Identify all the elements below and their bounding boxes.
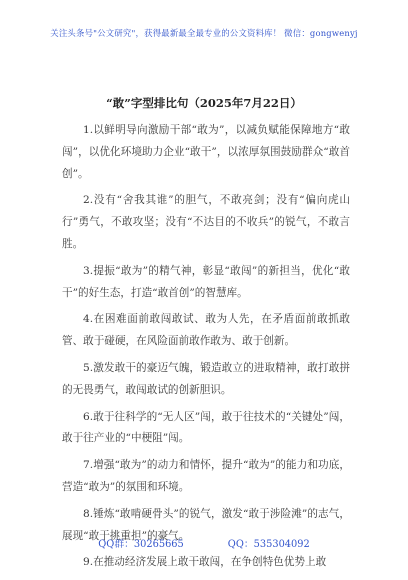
document-body [62,120,350,579]
header-note: 关注头条号"公文研究"，获得最新最全最专业的公文资料库！ 微信：gongwenyj [50,28,358,38]
paragraph-4: 4.在困难面前敢闯敢试、敢为人先，在矛盾面前敢抓敢管、敢于碰硬，在风险面前敢作敢为、敢于创新。 [62,313,350,348]
paragraph-1: 1.以鲜明导向激励干部“敢为”，以减负赋能保障地方“敢闯”，以优化环境助力企业“敢干”，以浓厚氛围鼓励群众“敢首创”。 [62,124,350,180]
paragraph-5: 5.激发敢干的豪迈气魄，锻造敢立的进取精神，敢打敢拼的无畏勇气，敢闯敢试的创新胆识。 [62,361,350,396]
paragraph-8: 8.锤炼“敢啃硬骨头”的锐气，激发“敢于涉险滩”的志气，展现“敢于挑重担”的豪气。 [62,507,350,542]
footer-qq-group: QQ群：30265665 [98,539,184,550]
document-title: “敢”字型排比句（2025年7月22日） [106,96,302,110]
footer-contact [0,536,408,550]
paragraph-3: 3.提振“敢为”的精气神，彰显“敢闯”的新担当，优化“敢干”的好生态，打造“敢首创”的智慧库。 [62,264,350,299]
footer-qq: QQ：535304092 [227,539,310,550]
paragraph-6: 6.敢于往科学的“无人区”闯，敢于往技术的“关键处”闯，敢于往产业的“中梗阻”闯。 [62,410,350,445]
paragraph-7: 7.增强“敢为”的动力和情怀，提升“敢为”的能力和功底，营造“敢为”的氛围和环境。 [62,459,350,493]
paragraph-9: 9.在推动经济发展上敢干敢闯，在争创特色优势上敢 [83,556,327,569]
paragraph-2: 2.没有“舍我其谁”的胆气，不敢亮剑；没有“偏向虎山行”勇气，不敢攻坚；没有“不达目的不收兵”的锐气，不敢言胜。 [62,194,350,250]
